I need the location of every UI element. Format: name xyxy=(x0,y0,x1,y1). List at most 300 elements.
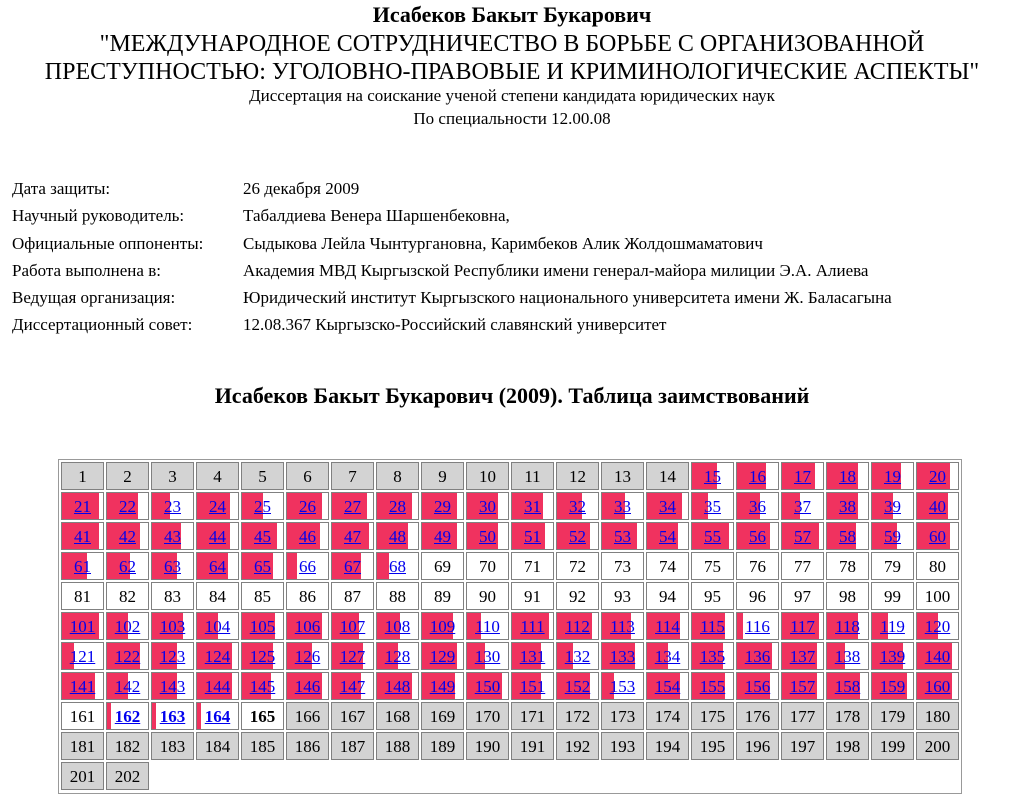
page-cell[interactable] xyxy=(646,642,689,670)
page-link[interactable]: 42 xyxy=(119,527,136,546)
page-cell[interactable] xyxy=(61,642,104,670)
borrowings-grid xyxy=(58,459,962,794)
page-link[interactable]: 31 xyxy=(524,497,541,516)
page-link[interactable]: 49 xyxy=(434,527,451,546)
page-cell[interactable] xyxy=(61,492,104,520)
page-link[interactable]: 127 xyxy=(339,647,366,666)
page-link[interactable]: 44 xyxy=(209,527,226,546)
page-cell[interactable] xyxy=(376,492,419,520)
page-cell[interactable] xyxy=(61,522,104,550)
page-link[interactable]: 32 xyxy=(569,497,586,516)
page-cell[interactable] xyxy=(331,492,374,520)
page-link[interactable]: 67 xyxy=(344,557,361,576)
page-link[interactable]: 114 xyxy=(655,617,680,636)
page-link[interactable]: 142 xyxy=(114,677,141,696)
page-link[interactable]: 50 xyxy=(479,527,496,546)
page-cell[interactable] xyxy=(511,522,554,550)
page-cell xyxy=(61,762,104,790)
page-cell[interactable] xyxy=(691,522,734,550)
page-number: 199 xyxy=(879,737,906,756)
page-link[interactable]: 61 xyxy=(74,557,91,576)
page-link[interactable]: 155 xyxy=(699,677,726,696)
page-cell xyxy=(691,732,734,760)
page-cell[interactable] xyxy=(601,492,644,520)
page-cell[interactable] xyxy=(331,522,374,550)
page-cell[interactable] xyxy=(286,672,329,700)
page-link[interactable]: 154 xyxy=(654,677,681,696)
page-number: 9 xyxy=(438,467,447,486)
page-cell[interactable] xyxy=(106,552,149,580)
page-link[interactable]: 140 xyxy=(924,647,951,666)
page-cell[interactable] xyxy=(736,672,779,700)
page-cell[interactable] xyxy=(916,612,959,640)
page-cell[interactable] xyxy=(691,462,734,490)
page-number: 84 xyxy=(209,587,226,606)
page-cell xyxy=(241,732,284,760)
page-link[interactable]: 112 xyxy=(565,617,590,636)
page-link[interactable]: 43 xyxy=(164,527,181,546)
page-cell[interactable] xyxy=(106,612,149,640)
page-link[interactable]: 55 xyxy=(704,527,721,546)
page-link[interactable]: 146 xyxy=(294,677,321,696)
page-link[interactable]: 63 xyxy=(164,557,181,576)
page-cell[interactable] xyxy=(871,462,914,490)
page-link[interactable]: 60 xyxy=(929,527,946,546)
page-cell[interactable] xyxy=(376,552,419,580)
page-cell xyxy=(646,552,689,580)
page-cell[interactable] xyxy=(466,522,509,550)
page-link[interactable]: 101 xyxy=(69,617,96,636)
page-cell[interactable] xyxy=(916,672,959,700)
page-link[interactable]: 66 xyxy=(299,557,316,576)
page-cell[interactable] xyxy=(556,522,599,550)
page-link[interactable]: 104 xyxy=(204,617,231,636)
page-link[interactable]: 57 xyxy=(794,527,811,546)
page-cell[interactable] xyxy=(376,642,419,670)
page-link[interactable]: 56 xyxy=(749,527,766,546)
page-link[interactable]: 38 xyxy=(839,497,856,516)
page-link[interactable]: 150 xyxy=(474,677,501,696)
page-cell[interactable] xyxy=(826,462,869,490)
page-number: 89 xyxy=(434,587,451,606)
page-cell[interactable] xyxy=(601,612,644,640)
page-cell[interactable] xyxy=(331,552,374,580)
page-cell[interactable] xyxy=(331,612,374,640)
page-number: 91 xyxy=(524,587,541,606)
page-number: 180 xyxy=(924,707,951,726)
page-link[interactable]: 159 xyxy=(879,677,906,696)
page-cell xyxy=(601,462,644,490)
page-link[interactable]: 120 xyxy=(924,617,951,636)
page-cell[interactable] xyxy=(106,702,149,730)
page-link[interactable]: 19 xyxy=(884,467,901,486)
page-cell[interactable] xyxy=(151,642,194,670)
page-cell[interactable] xyxy=(916,462,959,490)
page-cell[interactable] xyxy=(241,522,284,550)
page-link[interactable]: 135 xyxy=(699,647,726,666)
page-number: 174 xyxy=(654,707,681,726)
page-number: 172 xyxy=(564,707,591,726)
page-link[interactable]: 118 xyxy=(835,617,860,636)
page-cell xyxy=(511,582,554,610)
page-cell xyxy=(511,462,554,490)
page-number: 169 xyxy=(429,707,456,726)
page-cell[interactable] xyxy=(781,462,824,490)
page-number: 12 xyxy=(569,467,586,486)
page-cell xyxy=(241,702,284,730)
page-link[interactable]: 123 xyxy=(159,647,186,666)
page-cell[interactable] xyxy=(691,612,734,640)
page-number: 14 xyxy=(659,467,676,486)
page-link[interactable]: 163 xyxy=(159,707,186,726)
page-number: 197 xyxy=(789,737,816,756)
page-cell[interactable] xyxy=(151,612,194,640)
borrowed-bar xyxy=(737,613,743,639)
page-cell[interactable] xyxy=(61,672,104,700)
page-link[interactable]: 33 xyxy=(614,497,631,516)
page-link[interactable]: 107 xyxy=(339,617,366,636)
info-value: 12.08.367 Кыргызско-Российский славянский университет xyxy=(243,315,667,335)
page-cell[interactable] xyxy=(916,642,959,670)
page-link[interactable]: 129 xyxy=(429,647,456,666)
page-link[interactable]: 36 xyxy=(749,497,766,516)
page-link[interactable]: 137 xyxy=(789,647,816,666)
page-link[interactable]: 139 xyxy=(879,647,906,666)
page-cell[interactable] xyxy=(511,612,554,640)
page-cell[interactable] xyxy=(691,492,734,520)
page-link[interactable]: 22 xyxy=(119,497,136,516)
page-link[interactable]: 126 xyxy=(294,647,321,666)
page-cell[interactable] xyxy=(871,672,914,700)
page-link[interactable]: 136 xyxy=(744,647,771,666)
page-link[interactable]: 122 xyxy=(114,647,141,666)
page-number: 79 xyxy=(884,557,901,576)
page-cell[interactable] xyxy=(241,642,284,670)
page-link[interactable]: 156 xyxy=(744,677,771,696)
page-cell[interactable] xyxy=(331,672,374,700)
page-number: 81 xyxy=(74,587,91,606)
page-link[interactable]: 164 xyxy=(204,707,231,726)
page-link[interactable]: 24 xyxy=(209,497,226,516)
page-cell[interactable] xyxy=(781,612,824,640)
page-cell[interactable] xyxy=(781,672,824,700)
page-cell[interactable] xyxy=(196,492,239,520)
page-link[interactable]: 51 xyxy=(524,527,541,546)
page-link[interactable]: 157 xyxy=(789,677,816,696)
page-link[interactable]: 23 xyxy=(164,497,181,516)
page-cell[interactable] xyxy=(871,612,914,640)
page-link[interactable]: 109 xyxy=(429,617,456,636)
page-cell[interactable] xyxy=(646,492,689,520)
page-link[interactable]: 117 xyxy=(790,617,815,636)
page-cell[interactable] xyxy=(916,492,959,520)
page-link[interactable]: 145 xyxy=(249,677,276,696)
page-link[interactable]: 103 xyxy=(159,617,186,636)
page-link[interactable]: 143 xyxy=(159,677,186,696)
page-cell[interactable] xyxy=(781,492,824,520)
page-number: 8 xyxy=(393,467,402,486)
page-cell xyxy=(556,462,599,490)
page-cell[interactable] xyxy=(826,672,869,700)
page-number: 1 xyxy=(78,467,87,486)
page-cell[interactable] xyxy=(151,552,194,580)
page-link[interactable]: 54 xyxy=(659,527,676,546)
page-cell xyxy=(736,732,779,760)
page-cell[interactable] xyxy=(511,492,554,520)
page-link[interactable]: 30 xyxy=(479,497,496,516)
page-cell[interactable] xyxy=(691,642,734,670)
page-number: 77 xyxy=(794,557,811,576)
page-cell[interactable] xyxy=(106,492,149,520)
page-link[interactable]: 39 xyxy=(884,497,901,516)
page-link[interactable]: 125 xyxy=(249,647,276,666)
page-cell[interactable] xyxy=(106,642,149,670)
page-cell xyxy=(556,732,599,760)
page-cell xyxy=(601,552,644,580)
page-cell xyxy=(691,582,734,610)
page-cell[interactable] xyxy=(826,522,869,550)
page-link[interactable]: 134 xyxy=(654,647,681,666)
page-cell xyxy=(871,552,914,580)
page-cell xyxy=(61,582,104,610)
page-link[interactable]: 132 xyxy=(564,647,591,666)
page-cell xyxy=(466,702,509,730)
page-link[interactable]: 21 xyxy=(74,497,91,516)
dissertation-title-line2: ПРЕСТУПНОСТЬЮ: УГОЛОВНО-ПРАВОВЫЕ И КРИМИНОЛОГИЧЕСКИЕ АСПЕКТЫ" xyxy=(44,59,980,85)
page-cell[interactable] xyxy=(601,672,644,700)
borrowed-bar xyxy=(377,553,389,579)
page-link[interactable]: 18 xyxy=(839,467,856,486)
page-link[interactable]: 48 xyxy=(389,527,406,546)
page-number: 99 xyxy=(884,587,901,606)
page-number: 74 xyxy=(659,557,676,576)
page-cell[interactable] xyxy=(151,702,194,730)
page-cell[interactable] xyxy=(646,612,689,640)
page-link[interactable]: 113 xyxy=(610,617,635,636)
page-link[interactable]: 62 xyxy=(119,557,136,576)
page-cell[interactable] xyxy=(691,672,734,700)
page-link[interactable]: 34 xyxy=(659,497,676,516)
page-link[interactable]: 110 xyxy=(475,617,500,636)
page-link[interactable]: 37 xyxy=(794,497,811,516)
page-cell[interactable] xyxy=(466,492,509,520)
page-link[interactable]: 52 xyxy=(569,527,586,546)
page-cell[interactable] xyxy=(736,462,779,490)
page-cell xyxy=(421,582,464,610)
page-cell[interactable] xyxy=(286,522,329,550)
page-link[interactable]: 151 xyxy=(519,677,546,696)
page-cell[interactable] xyxy=(826,492,869,520)
page-link[interactable]: 121 xyxy=(69,647,96,666)
page-cell xyxy=(511,702,554,730)
page-cell[interactable] xyxy=(556,612,599,640)
page-cell xyxy=(61,702,104,730)
page-number: 178 xyxy=(834,707,861,726)
page-link[interactable]: 158 xyxy=(834,677,861,696)
page-cell[interactable] xyxy=(511,672,554,700)
page-cell[interactable] xyxy=(556,672,599,700)
page-cell[interactable] xyxy=(376,672,419,700)
page-link[interactable]: 124 xyxy=(204,647,231,666)
page-link[interactable]: 105 xyxy=(249,617,276,636)
page-link[interactable]: 27 xyxy=(344,497,361,516)
page-cell[interactable] xyxy=(196,522,239,550)
page-link[interactable]: 148 xyxy=(384,677,411,696)
page-cell[interactable] xyxy=(736,492,779,520)
page-cell[interactable] xyxy=(871,522,914,550)
page-number: 176 xyxy=(744,707,771,726)
page-link[interactable]: 29 xyxy=(434,497,451,516)
page-cell[interactable] xyxy=(241,492,284,520)
page-link[interactable]: 15 xyxy=(704,467,721,486)
page-link[interactable]: 26 xyxy=(299,497,316,516)
page-cell[interactable] xyxy=(286,612,329,640)
page-cell xyxy=(916,582,959,610)
page-cell[interactable] xyxy=(376,522,419,550)
page-link[interactable]: 28 xyxy=(389,497,406,516)
page-link[interactable]: 115 xyxy=(700,617,725,636)
page-link[interactable]: 141 xyxy=(69,677,96,696)
page-link[interactable]: 16 xyxy=(749,467,766,486)
page-link[interactable]: 147 xyxy=(339,677,366,696)
page-cell[interactable] xyxy=(466,642,509,670)
page-link[interactable]: 128 xyxy=(384,647,411,666)
page-cell[interactable] xyxy=(646,522,689,550)
page-cell[interactable] xyxy=(781,522,824,550)
page-link[interactable]: 65 xyxy=(254,557,271,576)
page-link[interactable]: 64 xyxy=(209,557,226,576)
page-link[interactable]: 40 xyxy=(929,497,946,516)
page-cell[interactable] xyxy=(421,492,464,520)
page-cell[interactable] xyxy=(106,522,149,550)
page-cell[interactable] xyxy=(376,612,419,640)
page-link[interactable]: 153 xyxy=(609,677,636,696)
page-cell[interactable] xyxy=(556,642,599,670)
page-cell[interactable] xyxy=(601,522,644,550)
borrowed-bar xyxy=(107,703,111,729)
page-cell xyxy=(421,552,464,580)
page-cell[interactable] xyxy=(286,552,329,580)
page-cell[interactable] xyxy=(286,642,329,670)
page-link[interactable]: 45 xyxy=(254,527,271,546)
page-link[interactable]: 111 xyxy=(520,617,545,636)
page-cell[interactable] xyxy=(61,612,104,640)
page-link[interactable]: 162 xyxy=(114,707,141,726)
page-cell[interactable] xyxy=(196,642,239,670)
page-cell[interactable] xyxy=(196,552,239,580)
page-cell[interactable] xyxy=(196,702,239,730)
page-link[interactable]: 133 xyxy=(609,647,636,666)
page-cell[interactable] xyxy=(826,612,869,640)
page-cell[interactable] xyxy=(241,552,284,580)
page-number: 7 xyxy=(348,467,357,486)
page-number: 177 xyxy=(789,707,816,726)
page-cell xyxy=(466,462,509,490)
page-link[interactable]: 152 xyxy=(564,677,591,696)
page-cell[interactable] xyxy=(151,492,194,520)
page-number: 5 xyxy=(258,467,267,486)
page-link[interactable]: 138 xyxy=(834,647,861,666)
page-cell[interactable] xyxy=(241,672,284,700)
page-cell[interactable] xyxy=(646,672,689,700)
page-cell[interactable] xyxy=(421,672,464,700)
page-cell[interactable] xyxy=(511,642,554,670)
page-cell[interactable] xyxy=(466,612,509,640)
page-number: 191 xyxy=(519,737,546,756)
page-link[interactable]: 116 xyxy=(745,617,770,636)
page-cell[interactable] xyxy=(241,612,284,640)
page-link[interactable]: 59 xyxy=(884,527,901,546)
page-cell[interactable] xyxy=(421,612,464,640)
page-cell[interactable] xyxy=(331,642,374,670)
page-link[interactable]: 119 xyxy=(880,617,905,636)
page-cell[interactable] xyxy=(826,642,869,670)
page-link[interactable]: 144 xyxy=(204,677,231,696)
page-link[interactable]: 47 xyxy=(344,527,361,546)
page-link[interactable]: 106 xyxy=(294,617,321,636)
page-cell[interactable] xyxy=(421,522,464,550)
page-link[interactable]: 25 xyxy=(254,497,271,516)
page-link[interactable]: 68 xyxy=(389,557,406,576)
page-link[interactable]: 160 xyxy=(924,677,951,696)
page-cell[interactable] xyxy=(286,492,329,520)
page-number: 87 xyxy=(344,587,361,606)
page-cell xyxy=(61,732,104,760)
page-cell xyxy=(151,582,194,610)
page-cell xyxy=(106,582,149,610)
page-cell xyxy=(331,462,374,490)
page-cell xyxy=(196,732,239,760)
page-cell[interactable] xyxy=(781,642,824,670)
page-number: 183 xyxy=(159,737,186,756)
page-link[interactable]: 58 xyxy=(839,527,856,546)
page-cell[interactable] xyxy=(196,612,239,640)
page-cell[interactable] xyxy=(196,672,239,700)
page-cell[interactable] xyxy=(871,492,914,520)
page-link[interactable]: 46 xyxy=(299,527,316,546)
page-link[interactable]: 20 xyxy=(929,467,946,486)
page-cell[interactable] xyxy=(466,672,509,700)
page-link[interactable]: 35 xyxy=(704,497,721,516)
page-cell[interactable] xyxy=(421,642,464,670)
page-cell[interactable] xyxy=(916,522,959,550)
page-cell xyxy=(151,732,194,760)
page-link[interactable]: 41 xyxy=(74,527,91,546)
page-link[interactable]: 17 xyxy=(794,467,811,486)
page-number: 100 xyxy=(924,587,951,606)
page-cell[interactable] xyxy=(871,642,914,670)
page-link[interactable]: 131 xyxy=(519,647,546,666)
page-cell[interactable] xyxy=(736,642,779,670)
page-cell xyxy=(151,462,194,490)
page-link[interactable]: 102 xyxy=(114,617,141,636)
page-cell[interactable] xyxy=(151,672,194,700)
page-cell[interactable] xyxy=(736,522,779,550)
page-link[interactable]: 130 xyxy=(474,647,501,666)
page-cell[interactable] xyxy=(106,672,149,700)
page-cell[interactable] xyxy=(736,612,779,640)
page-cell[interactable] xyxy=(151,522,194,550)
page-link[interactable]: 149 xyxy=(429,677,456,696)
page-number: 187 xyxy=(339,737,366,756)
page-cell[interactable] xyxy=(556,492,599,520)
page-cell xyxy=(736,552,779,580)
page-cell[interactable] xyxy=(61,552,104,580)
page-link[interactable]: 53 xyxy=(614,527,631,546)
page-link[interactable]: 108 xyxy=(384,617,411,636)
page-cell xyxy=(331,702,374,730)
page-cell[interactable] xyxy=(601,642,644,670)
